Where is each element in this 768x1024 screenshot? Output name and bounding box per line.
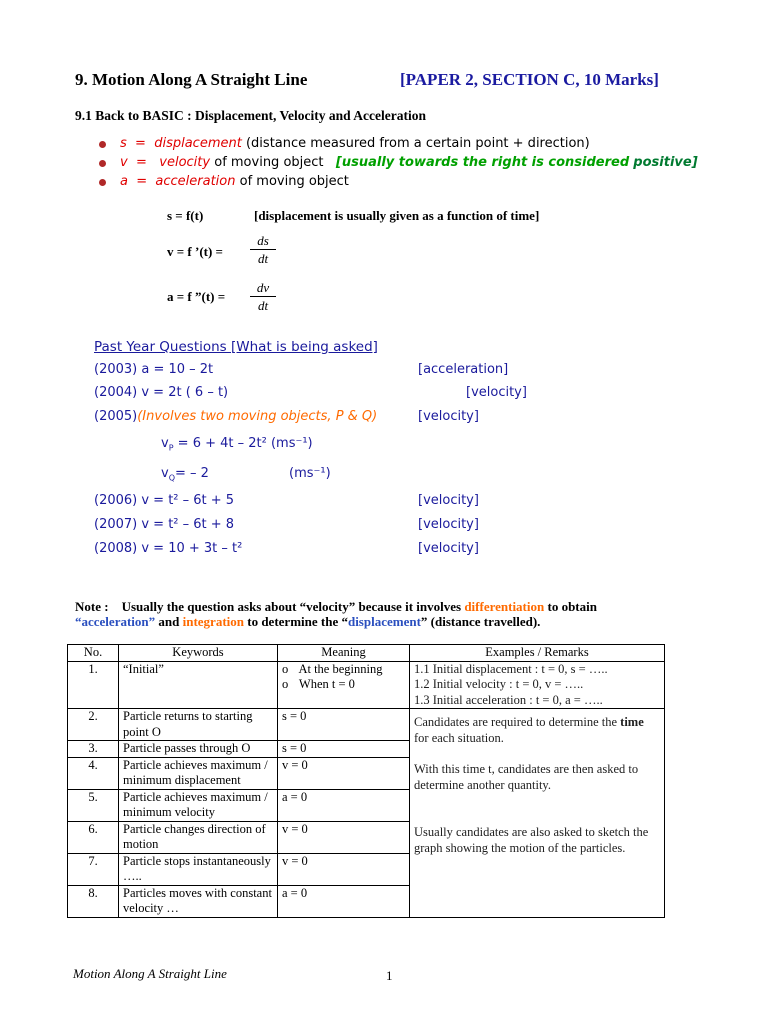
section-heading: 9.1 Back to BASIC : Displacement, Velocity and Acceleration bbox=[75, 108, 426, 123]
fraction-ds-dt: $\frac{ds}{dt}$ bbox=[250, 232, 276, 267]
question-2004: (2004) v = 2t ( 6 – t) bbox=[94, 385, 229, 400]
equation-vp: $v_P = 6 + 4t - 2t^2$ (ms⁻¹) bbox=[161, 436, 313, 453]
header-meaning: Meaning bbox=[278, 645, 410, 662]
definition-acceleration: a = acceleration of moving object bbox=[120, 174, 349, 189]
header-examples: Examples / Remarks bbox=[410, 645, 665, 662]
bullet-icon bbox=[99, 179, 106, 186]
question-2008-tag: [velocity] bbox=[418, 541, 479, 556]
keywords-table bbox=[67, 644, 665, 918]
note-line-1: Note : Usually the question asks about “velocity” because it involves differentiation to obtain bbox=[75, 599, 597, 614]
table-row: 4. Particle achieves maximum / minimum displacement v = 0 bbox=[68, 757, 665, 789]
paper-section-label: [PAPER 2, SECTION C, 10 Marks] bbox=[400, 70, 659, 89]
page-number: 1 bbox=[386, 968, 393, 983]
past-year-heading: Past Year Questions [What is being asked] bbox=[94, 339, 378, 355]
table-row: 3. Particle passes through O s = 0 bbox=[68, 741, 665, 758]
formula-a: a = f ”(t) = bbox=[167, 289, 226, 304]
question-2004-tag: [velocity] bbox=[466, 385, 527, 400]
question-2008: (2008) v = 10 + 3t – t² bbox=[94, 541, 243, 556]
table-row: 5. Particle achieves maximum / minimum velocity a = 0 bbox=[68, 789, 665, 821]
table-row: 2. Particle returns to starting point O s = 0 Candidates are required to determine the time for each situation. With this time t, candidates are then asked to determine another quantity. Usually candidates are also asked to sketch the graph showing the motion of the particles. bbox=[68, 709, 665, 741]
formula-s-note: [displacement is usually given as a function of time] bbox=[254, 208, 540, 223]
footer-title: Motion Along A Straight Line bbox=[73, 966, 227, 981]
question-2003: (2003) a = 10 – 2t bbox=[94, 362, 214, 377]
definition-displacement: s = displacement (distance measured from a certain point + direction) bbox=[120, 136, 590, 151]
definition-velocity: v = velocity of moving object [usually towards the right is considered positive] bbox=[120, 155, 698, 170]
question-2006: (2006) v = t² – 6t + 5 bbox=[94, 493, 235, 508]
question-2003-tag: [acceleration] bbox=[418, 362, 509, 377]
question-2005: (2005)(Involves two moving objects, P & Q) bbox=[94, 409, 378, 424]
question-2006-tag: [velocity] bbox=[418, 493, 479, 508]
question-2007-tag: [velocity] bbox=[418, 517, 479, 532]
header-keywords: Keywords bbox=[119, 645, 278, 662]
table-row: 7. Particle stops instantaneously ….. v = 0 bbox=[68, 853, 665, 885]
formula-v: v = f ’(t) = bbox=[167, 244, 223, 259]
equation-vq-unit: (ms⁻¹) bbox=[289, 466, 331, 481]
page-title: 9. Motion Along A Straight Line bbox=[75, 70, 308, 89]
note-line-2: “acceleration” and integration to determine the “displacement” (distance travelled). bbox=[75, 614, 541, 629]
formula-s: s = f(t) bbox=[167, 208, 204, 223]
header-no: No. bbox=[68, 645, 119, 662]
table-header-row bbox=[68, 645, 665, 662]
table-row: 1. “Initial” o At the beginning o When t = 0 1.1 Initial displacement : t = 0, s = ….. 1.2 Initial velocity : t = 0, v = ….. 1.3 Initial acceleration : t = 0, a = ….. bbox=[68, 661, 665, 709]
equation-vq: $v_Q= - 2$ bbox=[161, 466, 209, 483]
table-row: 8. Particles moves with constant velocity … a = 0 bbox=[68, 885, 665, 917]
initial-examples: 1.1 Initial displacement : t = 0, s = ….. 1.2 Initial velocity : t = 0, v = ….. 1.3 Initial acceleration : t = 0, a = ….. bbox=[410, 661, 665, 709]
circle-bullet-icon: o bbox=[282, 677, 289, 691]
remarks-cell: Candidates are required to determine the time for each situation. With this time t, candidates are then asked to determine another quantity. Usually candidates are also asked to sketch the graph showing the motion of the particles. bbox=[410, 709, 665, 918]
bullet-icon bbox=[99, 141, 106, 148]
question-2007: (2007) v = t² – 6t + 8 bbox=[94, 517, 235, 532]
question-2005-tag: [velocity] bbox=[418, 409, 479, 424]
circle-bullet-icon: o bbox=[282, 661, 289, 676]
bullet-icon bbox=[99, 160, 106, 167]
table-row: 6. Particle changes direction of motion v = 0 bbox=[68, 821, 665, 853]
fraction-dv-dt: $\frac{dv}{dt}$ bbox=[250, 279, 276, 314]
